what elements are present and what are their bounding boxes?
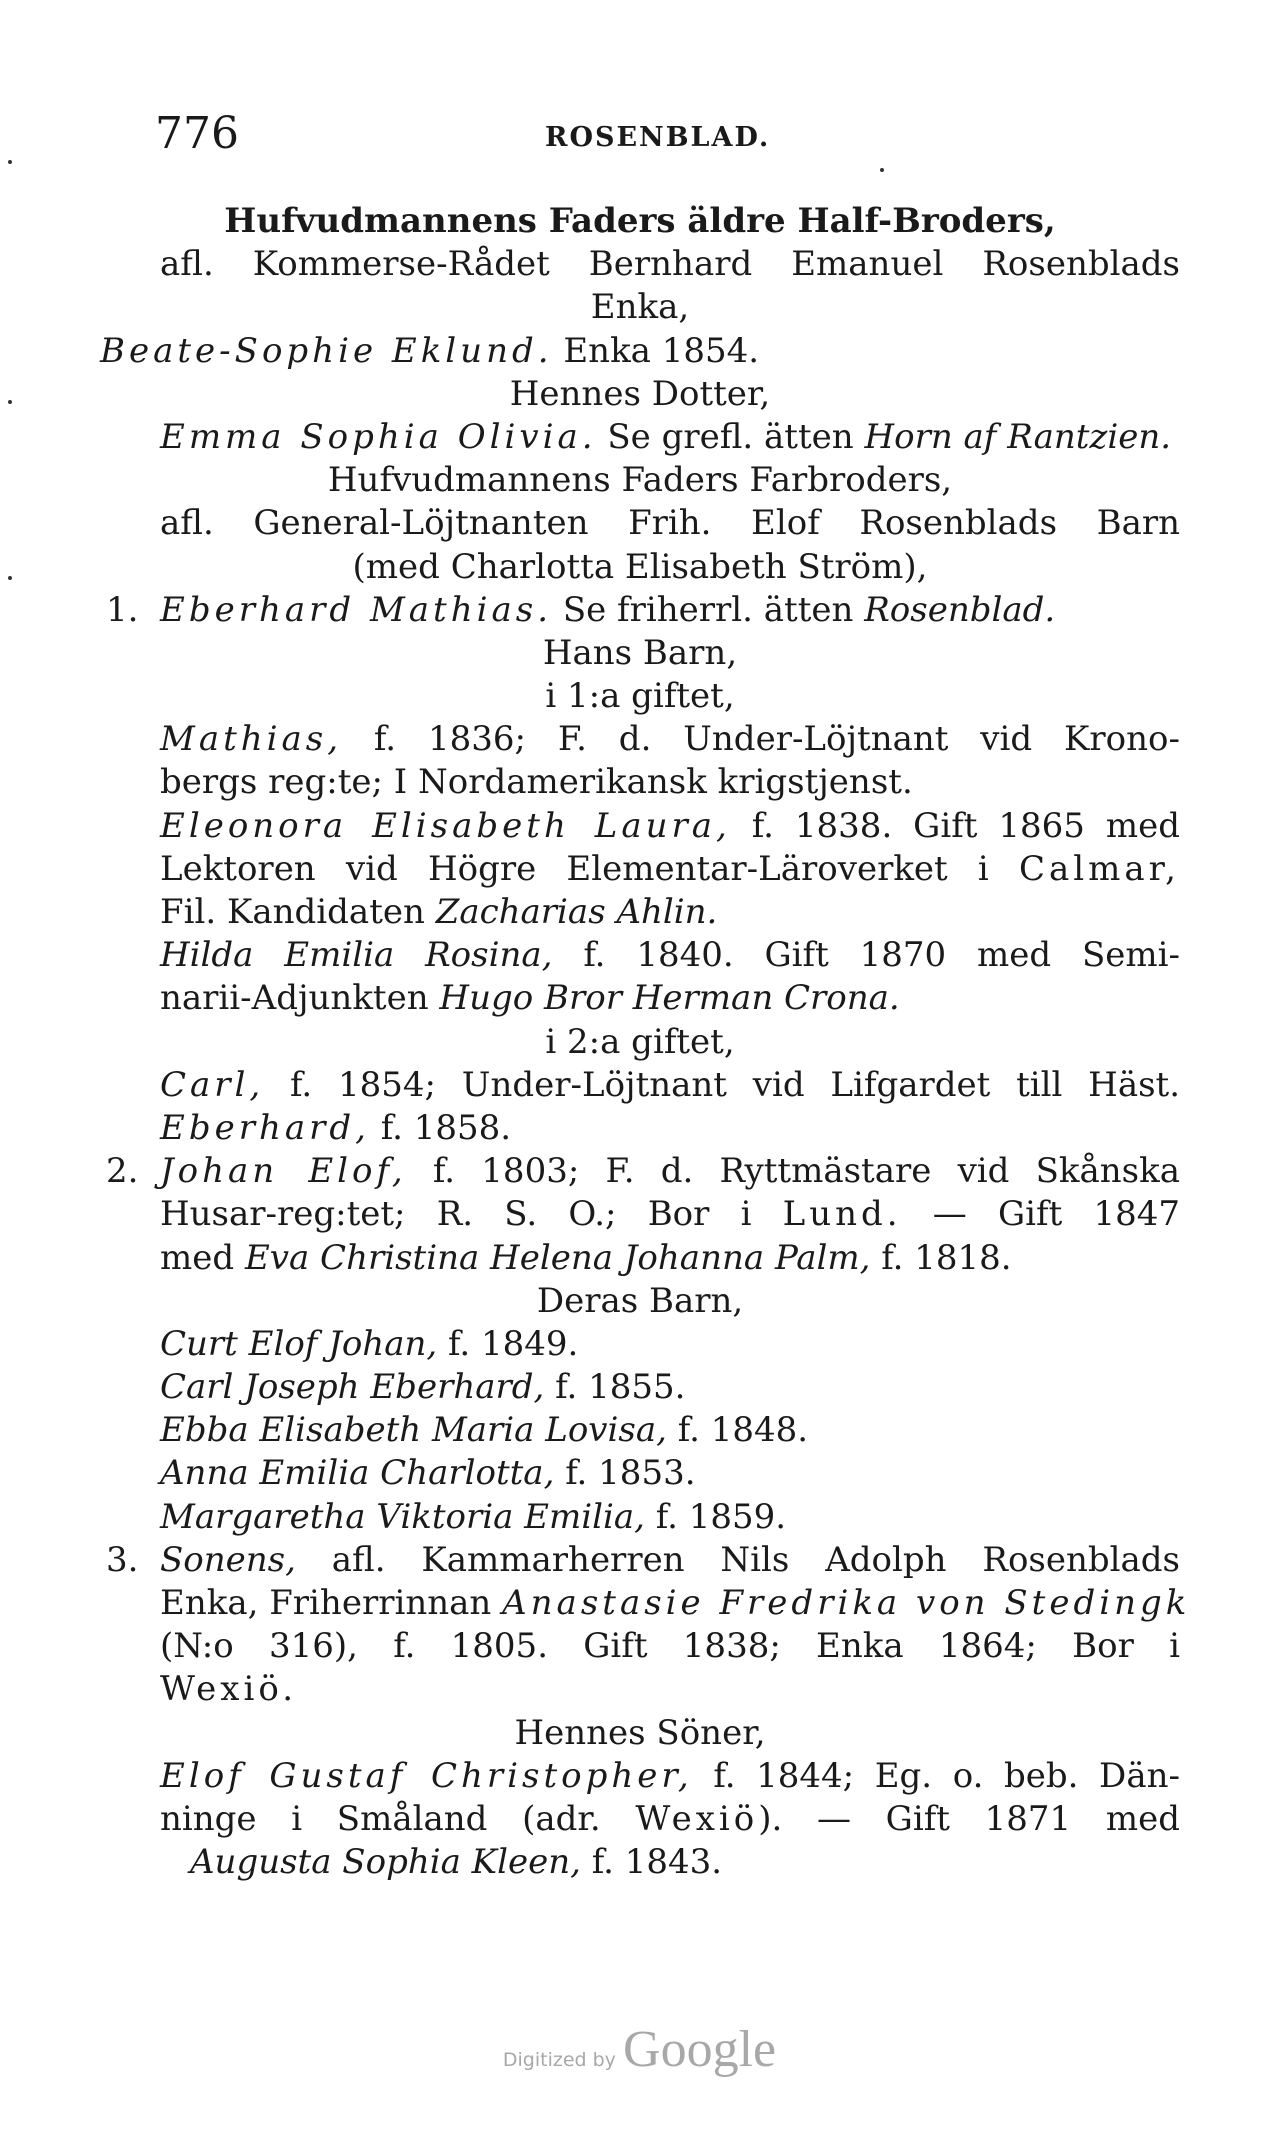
family-name: Rosenblad. [864,589,1056,630]
person-name: Elof Gustaf Christopher, [160,1755,693,1796]
person-name: Mathias, [160,719,343,760]
text-line: Curt Elof Johan, f. 1849. [160,1323,579,1364]
person-name: Eberhard Mathias. [160,589,552,630]
text-line: Augusta Sophia Kleen, f. 1843. [100,1841,1180,1884]
text-line: Lektoren vid Högre Elementar-Läroverket i Calmar, [160,848,1180,889]
person-name: Eberhard, [160,1107,370,1148]
person-name: Anna Emilia Charlotta, [160,1453,555,1494]
section-heading: Deras Barn, [536,1280,744,1321]
person-name: Johan Elof, [160,1151,407,1192]
section-heading: Hufvudmannens Faders Farbroders, [327,460,953,501]
page-header [155,108,1155,168]
text-line: 1. Eberhard Mathias. Se friherrl. ätten Rosenblad. [100,589,1180,632]
text-line [100,632,1180,675]
person-name: Zacharias Ahlin. [435,892,718,932]
text-line: 2. Johan Elof, f. 1803; F. d. Ryttmästare vid Skånska [100,1150,1180,1193]
person-name: Hugo Bror Herman Crona. [439,978,900,1019]
text-line [100,459,1180,502]
google-wordmark: Google [623,2021,777,2078]
text-line: Eberhard, f. 1858. [160,1107,512,1148]
entry-number: 2. [106,1151,139,1192]
text-line: narii-Adjunkten Hugo Bror Herman Crona. [160,978,900,1019]
text-line: ninge i Småland (adr. Wexiö). — Gift 1871 med [160,1798,1180,1839]
text-line: (med Charlotta Elisabeth Ström), [352,546,928,587]
person-name: Carl, [160,1064,265,1105]
text-line [100,200,1180,243]
person-name: Eleonora Elisabeth Laura, [160,805,731,846]
margin-dot [8,400,12,404]
text-line: Husar-reg:tet; R. S. O.; Bor i Lund. — Gift 1847 [160,1194,1180,1235]
text-line: afl. General-Löjtnanten Frih. Elof Rosenblads Barn [160,503,1180,544]
running-head: ROSENBLAD. [545,122,771,153]
margin-dot [880,168,884,172]
digitized-watermark [0,2020,1279,2079]
text-line: i 2:a giftet, [545,1021,735,1062]
text-line [100,373,1180,416]
section-heading: Hans Barn, [542,632,738,673]
text-line: Wexiö. [160,1669,298,1710]
text-line: Hilda Emilia Rosina, f. 1840. Gift 1870 med Semi- [160,935,1181,976]
person-name: Augusta Sophia Kleen, [190,1842,581,1883]
entry-number: 3. [106,1539,139,1580]
person-name: Beate-Sophie Eklund. [100,330,553,371]
text-line: Ebba Elisabeth Maria Lovisa, f. 1848. [160,1410,809,1451]
text-line: i 1:a giftet, [545,676,735,717]
text-line: Enka, Friherrinnan Anastasie Fredrika von Stedingk [160,1583,1191,1623]
entry-number: 1. [106,589,139,630]
person-name: Ebba Elisabeth Maria Lovisa, [160,1410,667,1451]
text-line: Beate-Sophie Eklund. Enka 1854. [100,330,760,371]
text-line: Enka, [590,287,690,328]
digitized-label: Digitized by [502,2049,616,2071]
text-line [100,1280,1180,1323]
text-line: 3. Sonens, afl. Kammarherren Nils Adolph Rosenblads [100,1539,1180,1582]
family-name: Horn af Rantzien. [864,416,1172,457]
person-name: Emma Sophia Olivia. [160,416,597,457]
text-line: afl. Kommerse-Rådet Bernhard Emanuel Rosenblads [160,244,1180,285]
person-name: Hilda Emilia Rosina, [160,935,553,976]
text-line: Fil. Kandidaten Zacharias Ahlin. [160,892,718,932]
text-line: (N:o 316), f. 1805. Gift 1838; Enka 1864; Bor i [160,1626,1180,1667]
text-line: Elof Gustaf Christopher, f. 1844; Eg. o. beb. Dän- [160,1755,1180,1796]
person-name: Anastasie Fredrika von Stedingk [502,1583,1191,1623]
text-body [100,200,1191,1884]
section-heading: Hennes Söner, [514,1712,766,1753]
person-name: Curt Elof Johan, [160,1323,438,1364]
text-line: Margaretha Viktoria Emilia, f. 1859. [160,1496,787,1537]
text-line [100,1712,1180,1755]
text-line: Carl, f. 1854; Under-Löjtnant vid Lifgardet till Häst. [160,1064,1181,1105]
text-line: Mathias, f. 1836; F. d. Under-Löjtnant vid Krono- [160,719,1180,760]
person-name: Eva Christina Helena Johanna Palm, [244,1237,871,1278]
margin-dot [8,576,12,580]
text-line: bergs reg:te; I Nordamerikansk krigstjenst. [160,762,913,803]
person-name: Carl Joseph Eberhard, [160,1367,545,1408]
text-line: Eleonora Elisabeth Laura, f. 1838. Gift 1865 med [160,805,1180,846]
text-line: Anna Emilia Charlotta, f. 1853. [160,1453,696,1494]
person-name: Margaretha Viktoria Emilia, [160,1496,645,1537]
section-heading: Hennes Dotter, [509,373,771,414]
text-line: Emma Sophia Olivia. Se grefl. ätten Horn af Rantzien. [160,416,1172,457]
page-number: 776 [155,108,239,159]
section-heading: Hufvudmannens Faders äldre Half-Broders, [224,201,1056,241]
text-line: med Eva Christina Helena Johanna Palm, f. 1818. [160,1237,1012,1278]
text-line: Carl Joseph Eberhard, f. 1855. [160,1367,686,1408]
margin-dot [8,160,12,164]
